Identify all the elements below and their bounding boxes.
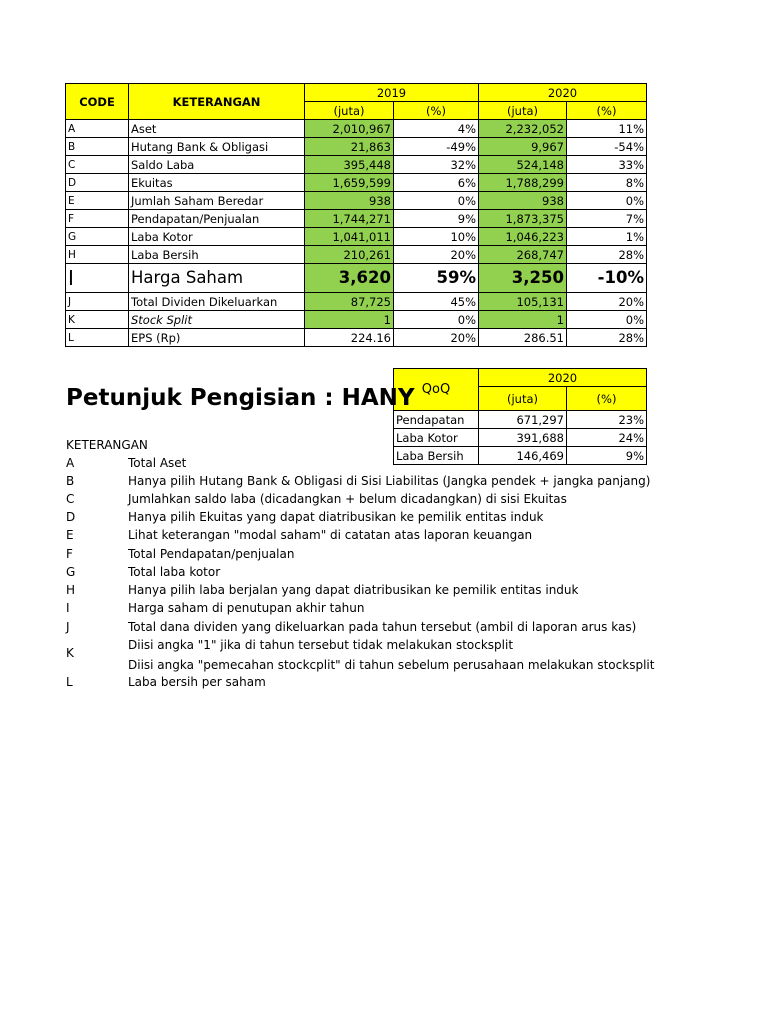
value-2020: 524,148 [479, 156, 567, 174]
instruction-text: Laba bersih per saham [128, 675, 266, 689]
header-pct-2019: (%) [394, 102, 479, 120]
pct-2020: 1% [567, 228, 647, 246]
pct-2019: 0% [394, 192, 479, 210]
instruction-code: A [66, 456, 75, 470]
instruction-code: C [66, 492, 75, 506]
row-code: K [66, 311, 129, 329]
pct-2020: 11% [567, 120, 647, 138]
value-2020: 1,788,299 [479, 174, 567, 192]
row-code: F [66, 210, 129, 228]
pct-2019: 0% [394, 311, 479, 329]
row-label: Harga Saham [129, 264, 305, 293]
row-label: Jumlah Saham Beredar [129, 192, 305, 210]
value-2019: 1,659,599 [305, 174, 394, 192]
row-label: EPS (Rp) [129, 329, 305, 347]
qoq-value: 146,469 [479, 447, 567, 465]
qoq-value: 671,297 [479, 411, 567, 429]
row-code: B [66, 138, 129, 156]
row-code: E [66, 192, 129, 210]
value-2020: 105,131 [479, 293, 567, 311]
row-label: Laba Kotor [129, 228, 305, 246]
value-2020: 286.51 [479, 329, 567, 347]
table-row [394, 447, 647, 465]
row-code: J [66, 293, 129, 311]
pct-2020: 28% [567, 329, 647, 347]
value-2020: 1 [479, 311, 567, 329]
table-row [66, 311, 647, 329]
instruction-code: J [66, 620, 70, 634]
value-2019: 2,010,967 [305, 120, 394, 138]
table-row [66, 138, 647, 156]
row-label: Hutang Bank & Obligasi [129, 138, 305, 156]
row-code: H [66, 246, 129, 264]
value-2019: 938 [305, 192, 394, 210]
pct-2019: 45% [394, 293, 479, 311]
header-keterangan: KETERANGAN [129, 84, 305, 120]
header-year-2020: 2020 [479, 84, 647, 102]
table-row [66, 174, 647, 192]
instruction-code: E [66, 528, 74, 542]
instruction-code: I [66, 601, 70, 615]
row-label: Ekuitas [129, 174, 305, 192]
instruction-code: F [66, 547, 73, 561]
instruction-text: Harga saham di penutupan akhir tahun [128, 601, 365, 615]
value-2020: 1,046,223 [479, 228, 567, 246]
instructions-heading: KETERANGAN [66, 438, 148, 452]
pct-2020: 7% [567, 210, 647, 228]
qoq-pct: 9% [567, 447, 647, 465]
instruction-code: L [66, 675, 73, 689]
qoq-label: Laba Kotor [394, 429, 479, 447]
value-2019: 21,863 [305, 138, 394, 156]
row-code: A [66, 120, 129, 138]
instruction-text: Total Pendapatan/penjualan [128, 547, 295, 561]
pct-2020: -10% [567, 264, 647, 293]
value-2019: 3,620 [305, 264, 394, 293]
table-row [66, 120, 647, 138]
pct-2020: 33% [567, 156, 647, 174]
pct-2019: 6% [394, 174, 479, 192]
pct-2019: 10% [394, 228, 479, 246]
value-2019: 395,448 [305, 156, 394, 174]
row-label: Total Dividen Dikeluarkan [129, 293, 305, 311]
instruction-code: K [66, 646, 74, 660]
value-2019: 87,725 [305, 293, 394, 311]
pct-2019: 59% [394, 264, 479, 293]
pct-2020: 20% [567, 293, 647, 311]
pct-2019: 4% [394, 120, 479, 138]
instruction-code: B [66, 474, 75, 488]
table-row [66, 329, 647, 347]
instruction-code: G [66, 565, 76, 579]
instruction-text: Total Aset [128, 456, 187, 470]
row-code: I [66, 264, 129, 293]
value-2019: 1,041,011 [305, 228, 394, 246]
table-row [66, 192, 647, 210]
table-row [66, 210, 647, 228]
header-code: CODE [66, 84, 129, 120]
qoq-header-pct: (%) [567, 387, 647, 411]
table-row [394, 411, 647, 429]
value-2020: 9,967 [479, 138, 567, 156]
qoq-value: 391,688 [479, 429, 567, 447]
pct-2019: 9% [394, 210, 479, 228]
qoq-header-year: 2020 [479, 369, 647, 387]
value-2019: 1 [305, 311, 394, 329]
pct-2019: 20% [394, 246, 479, 264]
qoq-label: Laba Bersih [394, 447, 479, 465]
row-code: L [66, 329, 129, 347]
qoq-pct: 24% [567, 429, 647, 447]
pct-2020: 28% [567, 246, 647, 264]
value-2019: 210,261 [305, 246, 394, 264]
qoq-label: Pendapatan [394, 411, 479, 429]
table-row [66, 264, 647, 293]
value-2020: 938 [479, 192, 567, 210]
header-year-2019: 2019 [305, 84, 479, 102]
instruction-text: Jumlahkan saldo laba (dicadangkan + belum dicadangkan) di sisi Ekuitas [128, 492, 567, 506]
value-2020: 1,873,375 [479, 210, 567, 228]
value-2019: 1,744,271 [305, 210, 394, 228]
value-2020: 2,232,052 [479, 120, 567, 138]
pct-2019: -49% [394, 138, 479, 156]
value-2020: 3,250 [479, 264, 567, 293]
pct-2020: 0% [567, 192, 647, 210]
instruction-text: Hanya pilih Ekuitas yang dapat diatribusikan ke pemilik entitas induk [128, 510, 544, 524]
value-2020: 268,747 [479, 246, 567, 264]
row-label: Saldo Laba [129, 156, 305, 174]
row-label: Laba Bersih [129, 246, 305, 264]
value-2019: 224.16 [305, 329, 394, 347]
qoq-header: QoQ [394, 369, 479, 411]
row-code: D [66, 174, 129, 192]
header-juta-2019: (juta) [305, 102, 394, 120]
row-code: G [66, 228, 129, 246]
instruction-code: D [66, 510, 76, 524]
qoq-pct: 23% [567, 411, 647, 429]
instruction-code: H [66, 583, 76, 597]
header-juta-2020: (juta) [479, 102, 567, 120]
pct-2019: 20% [394, 329, 479, 347]
row-code: C [66, 156, 129, 174]
financial-summary-table [65, 83, 647, 347]
instruction-text: Total laba kotor [128, 565, 221, 579]
pct-2019: 32% [394, 156, 479, 174]
instruction-text: Diisi angka "1" jika di tahun tersebut tidak melakukan stocksplit [128, 638, 514, 652]
table-row [66, 156, 647, 174]
pct-2020: 8% [567, 174, 647, 192]
pct-2020: -54% [567, 138, 647, 156]
qoq-table [393, 368, 647, 465]
table-row [394, 429, 647, 447]
row-label: Pendapatan/Penjualan [129, 210, 305, 228]
instruction-text: Hanya pilih laba berjalan yang dapat diatribusikan ke pemilik entitas induk [128, 583, 579, 597]
row-label: Aset [129, 120, 305, 138]
table-row [66, 228, 647, 246]
instruction-text: Diisi angka "pemecahan stockcplit" di tahun sebelum perusahaan melakukan stocksplit [128, 658, 655, 672]
pct-2020: 0% [567, 311, 647, 329]
instruction-text: Hanya pilih Hutang Bank & Obligasi di Sisi Liabilitas (Jangka pendek + jangka panjang) [128, 474, 651, 488]
table-row [66, 246, 647, 264]
header-pct-2020: (%) [567, 102, 647, 120]
table-row [66, 293, 647, 311]
row-label: Stock Split [129, 311, 305, 329]
instruction-text: Lihat keterangan "modal saham" di catatan atas laporan keuangan [128, 528, 533, 542]
instructions-title: Petunjuk Pengisian : HANY [66, 385, 415, 411]
instruction-text: Total dana dividen yang dikeluarkan pada tahun tersebut (ambil di laporan arus kas) [128, 620, 637, 634]
qoq-header-juta: (juta) [479, 387, 567, 411]
